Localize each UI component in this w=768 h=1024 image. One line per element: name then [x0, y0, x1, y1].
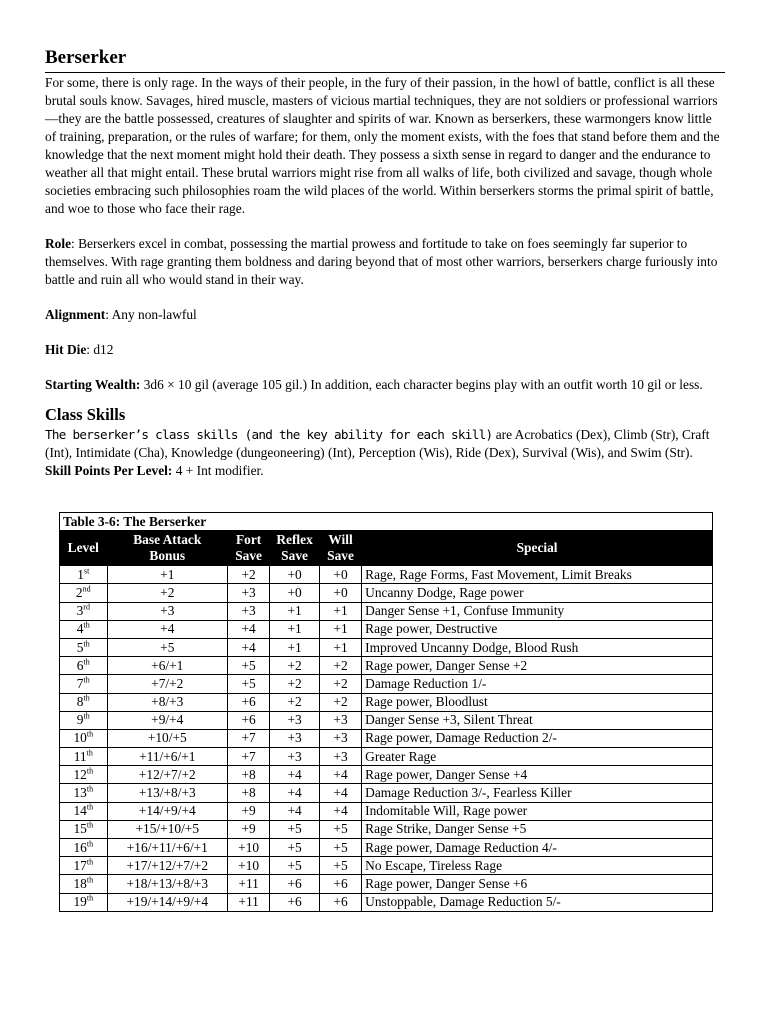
- table-row: [60, 657, 713, 675]
- reflex-cell: +1: [270, 638, 320, 656]
- special-cell: Improved Uncanny Dodge, Blood Rush: [362, 638, 713, 656]
- level-cell: 17th: [60, 857, 108, 875]
- table-header-row: [60, 531, 713, 566]
- page-title: Berserker: [45, 46, 725, 73]
- header-reflex-save: Reflex Save: [270, 531, 320, 566]
- fort-cell: +9: [228, 820, 270, 838]
- fort-cell: +2: [228, 566, 270, 584]
- level-cell: 4th: [60, 620, 108, 638]
- will-cell: +3: [319, 711, 361, 729]
- level-cell: 9th: [60, 711, 108, 729]
- table-row: [60, 729, 713, 747]
- special-cell: Danger Sense +1, Confuse Immunity: [362, 602, 713, 620]
- starting-wealth-label: Starting Wealth:: [45, 377, 141, 392]
- level-cell: 16th: [60, 839, 108, 857]
- will-cell: +6: [319, 875, 361, 893]
- table-row: [60, 620, 713, 638]
- fort-cell: +5: [228, 675, 270, 693]
- will-cell: +3: [319, 748, 361, 766]
- level-cell: 18th: [60, 875, 108, 893]
- bab-cell: +19/+14/+9/+4: [107, 893, 227, 911]
- table-row: [60, 766, 713, 784]
- bab-cell: +3: [107, 602, 227, 620]
- header-level: Level: [60, 531, 108, 566]
- reflex-cell: +2: [270, 657, 320, 675]
- will-cell: +5: [319, 820, 361, 838]
- will-cell: +2: [319, 693, 361, 711]
- special-cell: Rage power, Damage Reduction 2/-: [362, 729, 713, 747]
- table-row: [60, 839, 713, 857]
- reflex-cell: +1: [270, 620, 320, 638]
- hit-die-label: Hit Die: [45, 342, 87, 357]
- table-row: [60, 784, 713, 802]
- table-row: [60, 857, 713, 875]
- will-cell: +6: [319, 893, 361, 911]
- level-cell: 12th: [60, 766, 108, 784]
- alignment-paragraph: [45, 306, 725, 324]
- class-skills-heading: Class Skills: [45, 405, 126, 424]
- fort-cell: +10: [228, 857, 270, 875]
- will-cell: +1: [319, 602, 361, 620]
- skill-points-paragraph: [45, 462, 725, 480]
- level-cell: 1st: [60, 566, 108, 584]
- special-cell: Rage Strike, Danger Sense +5: [362, 820, 713, 838]
- alignment-text: : Any non-lawful: [105, 307, 197, 322]
- bab-cell: +12/+7/+2: [107, 766, 227, 784]
- fort-cell: +8: [228, 784, 270, 802]
- reflex-cell: +5: [270, 857, 320, 875]
- reflex-cell: +6: [270, 893, 320, 911]
- hit-die-text: : d12: [86, 342, 114, 357]
- table-row: [60, 566, 713, 584]
- starting-wealth-text: 3d6 × 10 gil (average 105 gil.) In addition, each character begins play with an outfit worth 10 gil or less.: [140, 377, 703, 392]
- will-cell: +4: [319, 784, 361, 802]
- class-skills-rest: are Acrobatics (Dex), Climb (Str), Craft (Int), Intimidate (Cha), Knowledge (dungeoneering) (Int), Perception (Wis), Ride (Dex), Survival (Wis), and Swim (Str).: [45, 427, 710, 460]
- bab-cell: +10/+5: [107, 729, 227, 747]
- bab-cell: +18/+13/+8/+3: [107, 875, 227, 893]
- special-cell: Danger Sense +3, Silent Threat: [362, 711, 713, 729]
- bab-cell: +11/+6/+1: [107, 748, 227, 766]
- table-caption: Table 3-6: The Berserker: [60, 513, 713, 531]
- table-body: [60, 566, 713, 912]
- class-skills-lead: The berserker’s class skills (and the key ability for each skill): [45, 427, 493, 442]
- reflex-cell: +0: [270, 566, 320, 584]
- intro-paragraph: For some, there is only rage. In the ways of their people, in the fury of their passion, in the howl of battle, conflict is all these brutal souls know. Savages, hired muscle, masters of vicious martial techniques, they are not soldiers or professional warriors—they are the battle possessed, creatures of slaughter and spirits of war. Known as berserkers, these warmongers know little of training, preparation, or the rules of warfare; for them, only the moment exists, with the foes that stand before them and the knowledge that the next moment might hold their death. They possess a sixth sense in regard to danger and the endurance to weather all that might entail. These brutal warriors might rise from all walks of life, both civilized and savage, though whole societies embracing such philosophies roam the wild places of the world. Within berserkers storms the primal spirit of battle, and woe to those who face their rage.: [45, 75, 720, 216]
- special-cell: Uncanny Dodge, Rage power: [362, 584, 713, 602]
- bab-cell: +8/+3: [107, 693, 227, 711]
- table-row: [60, 638, 713, 656]
- bab-cell: +7/+2: [107, 675, 227, 693]
- reflex-cell: +5: [270, 820, 320, 838]
- reflex-cell: +4: [270, 766, 320, 784]
- reflex-cell: +6: [270, 875, 320, 893]
- special-cell: Damage Reduction 3/-, Fearless Killer: [362, 784, 713, 802]
- special-cell: Greater Rage: [362, 748, 713, 766]
- starting-wealth-paragraph: [45, 376, 725, 394]
- table-row: [60, 602, 713, 620]
- special-cell: Rage power, Danger Sense +6: [362, 875, 713, 893]
- will-cell: +1: [319, 638, 361, 656]
- reflex-cell: +2: [270, 675, 320, 693]
- fort-cell: +10: [228, 839, 270, 857]
- document-content: [45, 46, 725, 491]
- header-will-save: Will Save: [319, 531, 361, 566]
- bab-cell: +13/+8/+3: [107, 784, 227, 802]
- level-cell: 2nd: [60, 584, 108, 602]
- fort-cell: +7: [228, 729, 270, 747]
- table-row: [60, 675, 713, 693]
- level-cell: 3rd: [60, 602, 108, 620]
- special-cell: Damage Reduction 1/-: [362, 675, 713, 693]
- table-row: [60, 693, 713, 711]
- special-cell: Rage power, Damage Reduction 4/-: [362, 839, 713, 857]
- fort-cell: +4: [228, 620, 270, 638]
- bab-cell: +14/+9/+4: [107, 802, 227, 820]
- bab-cell: +17/+12/+7/+2: [107, 857, 227, 875]
- fort-cell: +11: [228, 875, 270, 893]
- reflex-cell: +5: [270, 839, 320, 857]
- table-row: [60, 893, 713, 911]
- fort-cell: +7: [228, 748, 270, 766]
- reflex-cell: +4: [270, 802, 320, 820]
- bab-cell: +9/+4: [107, 711, 227, 729]
- fort-cell: +8: [228, 766, 270, 784]
- will-cell: +0: [319, 584, 361, 602]
- role-label: Role: [45, 236, 72, 251]
- fort-cell: +11: [228, 893, 270, 911]
- special-cell: Rage power, Bloodlust: [362, 693, 713, 711]
- will-cell: +0: [319, 566, 361, 584]
- special-cell: Rage power, Danger Sense +2: [362, 657, 713, 675]
- table-row: [60, 820, 713, 838]
- bab-cell: +16/+11/+6/+1: [107, 839, 227, 857]
- fort-cell: +4: [228, 638, 270, 656]
- bab-cell: +4: [107, 620, 227, 638]
- special-cell: Indomitable Will, Rage power: [362, 802, 713, 820]
- fort-cell: +5: [228, 657, 270, 675]
- level-cell: 7th: [60, 675, 108, 693]
- will-cell: +5: [319, 839, 361, 857]
- table-row: [60, 711, 713, 729]
- will-cell: +3: [319, 729, 361, 747]
- header-fort-save: Fort Save: [228, 531, 270, 566]
- hit-die-paragraph: [45, 341, 725, 359]
- level-cell: 5th: [60, 638, 108, 656]
- fort-cell: +3: [228, 584, 270, 602]
- special-cell: Rage power, Danger Sense +4: [362, 766, 713, 784]
- reflex-cell: +1: [270, 602, 320, 620]
- reflex-cell: +2: [270, 693, 320, 711]
- fort-cell: +6: [228, 711, 270, 729]
- table-row: [60, 584, 713, 602]
- level-cell: 8th: [60, 693, 108, 711]
- level-cell: 6th: [60, 657, 108, 675]
- level-cell: 11th: [60, 748, 108, 766]
- level-cell: 13th: [60, 784, 108, 802]
- reflex-cell: +3: [270, 748, 320, 766]
- will-cell: +5: [319, 857, 361, 875]
- fort-cell: +3: [228, 602, 270, 620]
- bab-cell: +2: [107, 584, 227, 602]
- special-cell: Rage, Rage Forms, Fast Movement, Limit Breaks: [362, 566, 713, 584]
- level-cell: 19th: [60, 893, 108, 911]
- header-base-attack-bonus: Base Attack Bonus: [107, 531, 227, 566]
- level-cell: 15th: [60, 820, 108, 838]
- special-cell: Unstoppable, Damage Reduction 5/-: [362, 893, 713, 911]
- class-skills-paragraph: [45, 426, 725, 462]
- bab-cell: +5: [107, 638, 227, 656]
- level-cell: 14th: [60, 802, 108, 820]
- bab-cell: +6/+1: [107, 657, 227, 675]
- alignment-label: Alignment: [45, 307, 106, 322]
- reflex-cell: +3: [270, 729, 320, 747]
- table-row: [60, 802, 713, 820]
- special-cell: Rage power, Destructive: [362, 620, 713, 638]
- fort-cell: +6: [228, 693, 270, 711]
- reflex-cell: +3: [270, 711, 320, 729]
- reflex-cell: +4: [270, 784, 320, 802]
- role-text: : Berserkers excel in combat, possessing the martial prowess and fortitude to take on foes seemingly far superior to themselves. With rage granting them boldness and daring beyond that of most other warriors, berserkers charge furiously into battle and ruin all who would stand in their way.: [45, 236, 718, 287]
- will-cell: +2: [319, 675, 361, 693]
- role-paragraph: [45, 235, 725, 289]
- skill-points-text: 4 + Int modifier.: [172, 463, 264, 478]
- berserker-class-table: [59, 512, 713, 912]
- table-row: [60, 875, 713, 893]
- skill-points-label: Skill Points Per Level:: [45, 463, 173, 478]
- special-cell: No Escape, Tireless Rage: [362, 857, 713, 875]
- will-cell: +2: [319, 657, 361, 675]
- bab-cell: +15/+10/+5: [107, 820, 227, 838]
- level-cell: 10th: [60, 729, 108, 747]
- will-cell: +4: [319, 766, 361, 784]
- header-special: Special: [362, 531, 713, 566]
- bab-cell: +1: [107, 566, 227, 584]
- will-cell: +1: [319, 620, 361, 638]
- reflex-cell: +0: [270, 584, 320, 602]
- will-cell: +4: [319, 802, 361, 820]
- table-row: [60, 748, 713, 766]
- fort-cell: +9: [228, 802, 270, 820]
